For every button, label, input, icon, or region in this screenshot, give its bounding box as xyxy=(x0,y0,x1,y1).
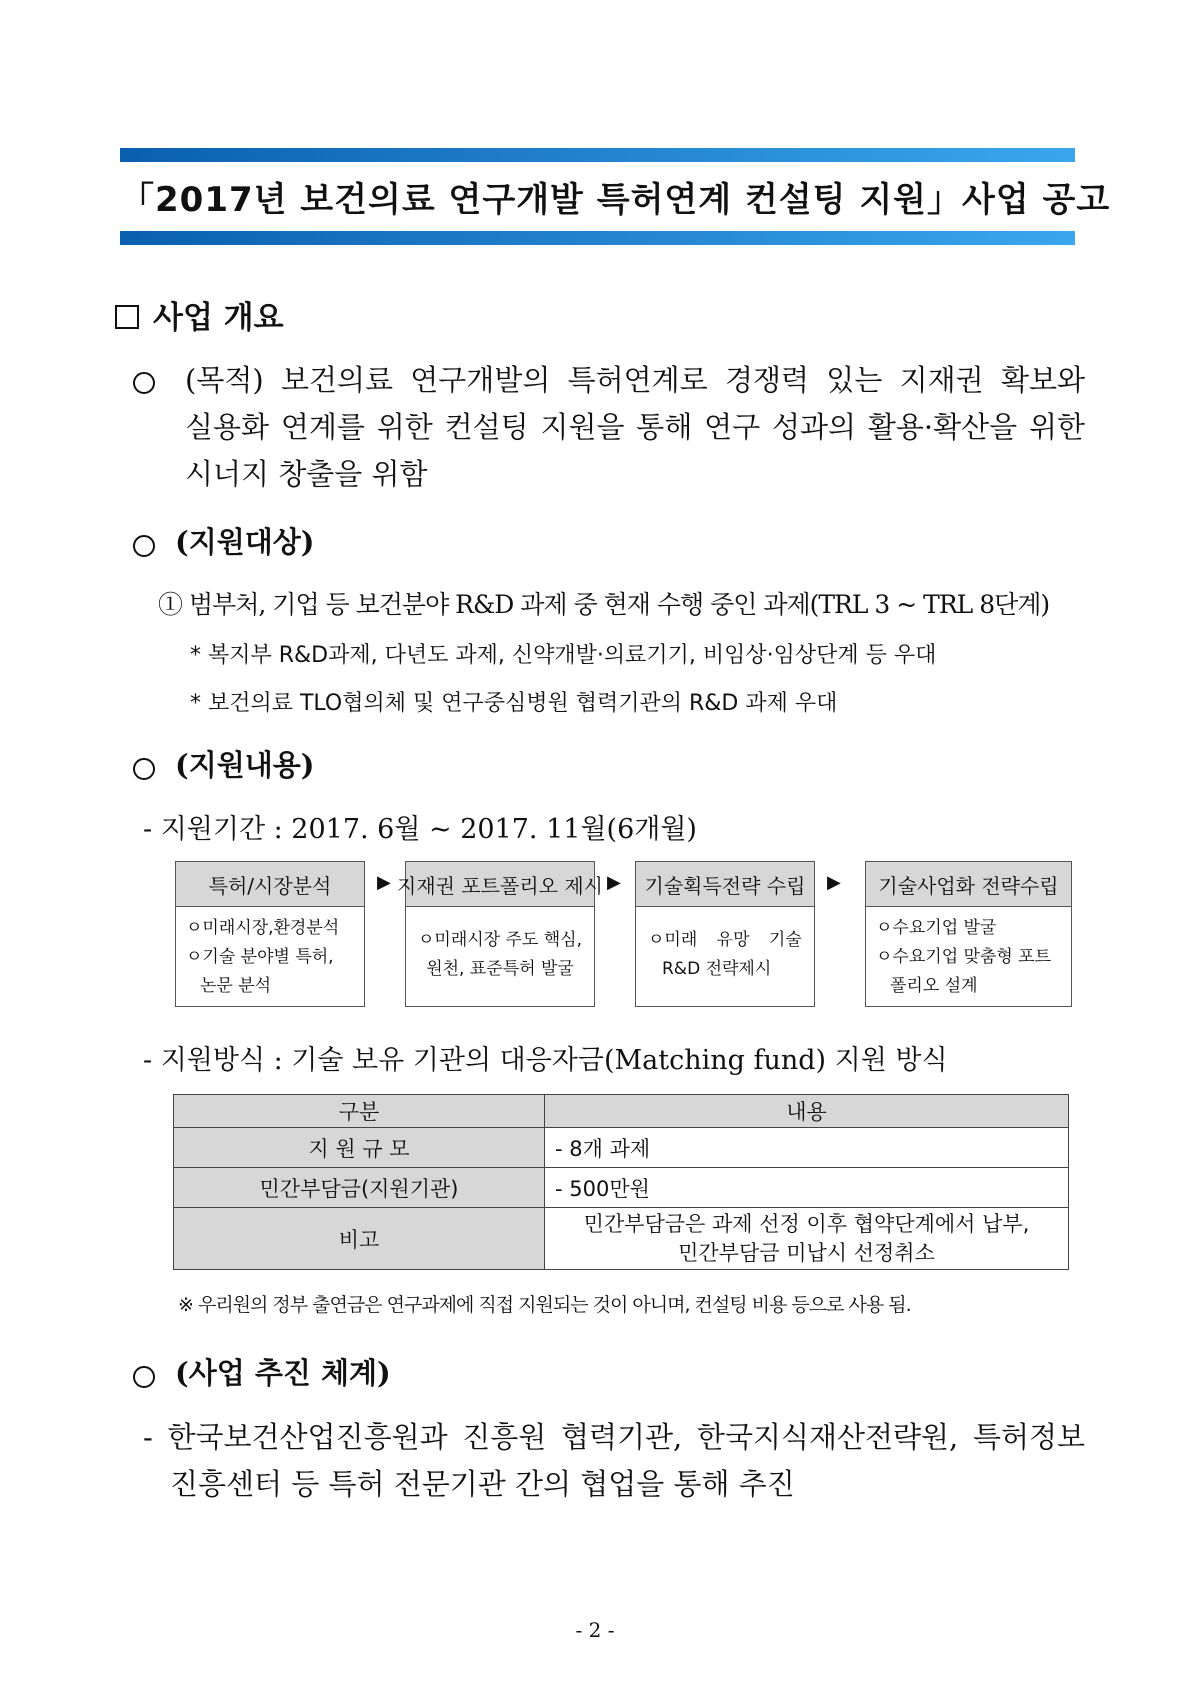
target-item-1: ① 범부처, 기업 등 보건분야 R&D 과제 중 현재 수행 중인 과제(TRL 3 ~ TRL 8단계) xyxy=(158,590,1050,619)
target-heading: (지원대상) xyxy=(175,525,315,559)
flow-step-2-line: 원천, 표준특허 발굴 xyxy=(426,959,574,979)
circle-bullet-icon xyxy=(133,1366,155,1388)
purpose-line-3: 시너지 창출을 위함 xyxy=(185,457,428,491)
flow-step-1-line: ㅇ미래시장,환경분석 xyxy=(186,918,340,938)
circle-bullet-icon xyxy=(133,372,155,394)
target-note-1: * 복지부 R&D과제, 다년도 과제, 신약개발·의료기기, 비임상·임상단계 등 우대 xyxy=(190,643,937,668)
flow-step-3-line: R&D 전략제시 xyxy=(662,959,772,979)
footnote: ※ 우리원의 정부 출연금은 연구과제에 직접 지원되는 것이 아니며, 컨설팅 비용 등으로 사용 됨. xyxy=(178,1294,911,1316)
flow-step-4-line: 폴리오 설계 xyxy=(890,976,978,996)
flow-step-4-body xyxy=(865,906,1072,1007)
title-bar-top xyxy=(120,148,1075,162)
section-heading xyxy=(115,292,284,337)
flow-step-3-line: ㅇ미래 유망 기술 xyxy=(648,930,802,950)
flow-step-3-title: 기술획득전략 수립 xyxy=(635,861,815,907)
document-title: 「2017년 보건의료 연구개발 특허연계 컨설팅 지원」사업 공고 xyxy=(120,180,1111,220)
table-key-cell: 지 원 규 모 xyxy=(174,1128,545,1168)
purpose-line-2: 실용화 연계를 위한 컨설팅 지원을 통해 연구 성과의 활용·확산을 위한 xyxy=(185,410,1085,444)
table-key-cell: 비고 xyxy=(174,1208,545,1270)
table-value-cell xyxy=(545,1208,1069,1270)
flow-step-4-title: 기술사업화 전략수립 xyxy=(865,861,1072,907)
table-header-cell: 내용 xyxy=(545,1095,1069,1128)
table-row xyxy=(174,1128,1069,1168)
flow-arrow-icon: ▶ xyxy=(827,872,841,893)
system-line-2: 진흥센터 등 특허 전문기관 간의 협업을 통해 추진 xyxy=(170,1467,795,1501)
page-number: - 2 - xyxy=(575,1618,615,1642)
system-heading: (사업 추진 체계) xyxy=(175,1356,391,1390)
table-value-line: 민간부담금은 과제 선정 이후 협약단계에서 납부, xyxy=(583,1211,1030,1236)
support-method: - 지원방식 : 기술 보유 기관의 대응자금(Matching fund) 지원 방식 xyxy=(143,1045,948,1076)
section-heading-text: 사업 개요 xyxy=(153,300,284,336)
support-period: - 지원기간 : 2017. 6월 ~ 2017. 11월(6개월) xyxy=(143,814,697,845)
table-header-row xyxy=(174,1095,1069,1128)
flow-step-2-title: 지재권 포트폴리오 제시 xyxy=(405,861,595,907)
table-value-cell: - 500만원 xyxy=(545,1168,1069,1208)
system-line-1: - 한국보건산업진흥원과 진흥원 협력기관, 한국지식재산전략원, 특허정보 xyxy=(143,1420,1085,1454)
checkbox-square-icon xyxy=(115,305,139,329)
flow-step-4-line: ㅇ수요기업 발굴 xyxy=(876,918,997,938)
support-info-table xyxy=(173,1094,1069,1270)
table-header-cell: 구분 xyxy=(174,1095,545,1128)
flow-step-2-body xyxy=(405,906,595,1007)
flow-step-1-body xyxy=(175,906,365,1007)
flow-arrow-icon: ▶ xyxy=(377,872,391,893)
circle-bullet-icon xyxy=(133,535,155,557)
table-value-line: 민간부담금 미납시 선정취소 xyxy=(678,1240,935,1265)
title-bar-bottom xyxy=(120,231,1075,245)
flow-arrow-icon: ▶ xyxy=(607,872,621,893)
circle-bullet-icon xyxy=(133,758,155,780)
table-value-cell: - 8개 과제 xyxy=(545,1128,1069,1168)
table-key-cell: 민간부담금(지원기관) xyxy=(174,1168,545,1208)
flow-step-3-body xyxy=(635,906,815,1007)
flow-step-1-title: 특허/시장분석 xyxy=(175,861,365,907)
target-note-2: * 보건의료 TLO협의체 및 연구중심병원 협력기관의 R&D 과제 우대 xyxy=(190,691,838,716)
table-row xyxy=(174,1168,1069,1208)
table-row xyxy=(174,1208,1069,1270)
flow-step-4-line: ㅇ수요기업 맞춤형 포트 xyxy=(876,947,1052,967)
purpose-line-1: (목적) 보건의료 연구개발의 특허연계로 경쟁력 있는 지재권 확보와 xyxy=(185,363,1085,397)
flow-step-1-line: ㅇ기술 분야별 특허, xyxy=(186,947,334,967)
flow-step-2-line: ㅇ미래시장 주도 핵심, xyxy=(417,930,582,950)
flow-step-1-line: 논문 분석 xyxy=(200,976,272,996)
content-heading: (지원내용) xyxy=(175,748,315,782)
